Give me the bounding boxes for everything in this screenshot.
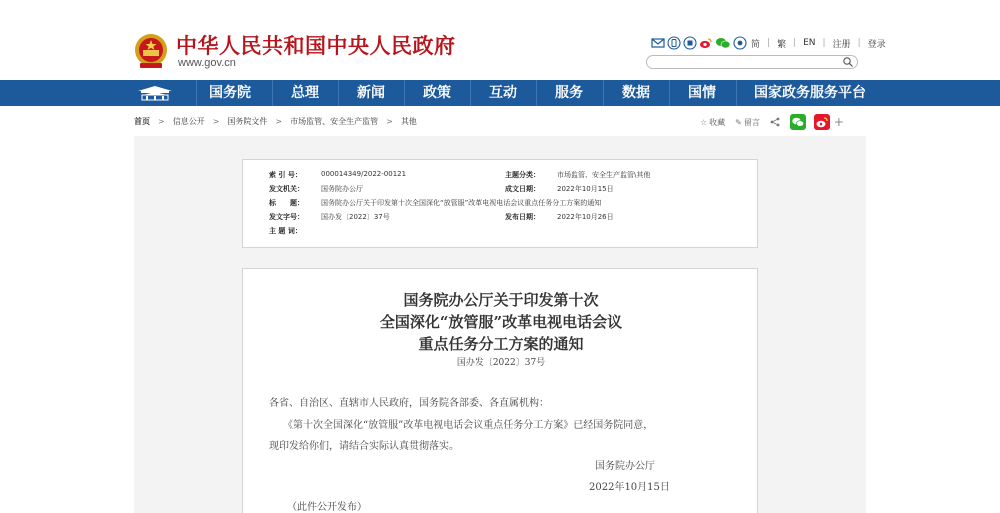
star-icon: ☆ (700, 117, 708, 127)
salutation: 各省、自治区、直辖市人民政府，国务院各部委、各直属机构： (269, 398, 549, 409)
document-metadata (242, 159, 758, 248)
main-nav (0, 80, 1000, 106)
favorite-button[interactable] (700, 117, 725, 128)
signer: 国务院办公厅 (595, 461, 655, 472)
national-emblem-icon[interactable] (134, 33, 168, 69)
issuer-label: 发文机关： (269, 185, 304, 193)
published-date-value: 2022年10月26日 (557, 213, 614, 221)
app-icon[interactable] (683, 36, 697, 50)
category-value: 市场监管、安全生产监管\其他 (557, 171, 651, 179)
comment-label: 留言 (743, 117, 760, 127)
keywords-label: 主 题 词： (269, 227, 302, 235)
breadcrumb-home[interactable]: 首页 (134, 116, 150, 126)
wechat-icon[interactable] (715, 36, 731, 50)
chevron-right-icon: > (275, 116, 283, 126)
nav-item-data[interactable]: 数据 (622, 85, 650, 101)
top-links (651, 35, 888, 51)
doc-number: 国办发〔2022〕37号 (456, 358, 546, 368)
separator: | (857, 38, 861, 48)
issuer-value: 国务院办公厅 (321, 185, 363, 193)
home-tiananmen-icon[interactable] (134, 84, 176, 102)
index-value: 000014349/2022-00121 (321, 170, 407, 178)
search-box (646, 55, 858, 69)
lang-simplified-link[interactable]: 简 (751, 39, 761, 50)
separator: | (793, 38, 797, 48)
site-title[interactable]: 中华人民共和国中央人民政府 (176, 33, 456, 58)
pencil-icon: ✎ (735, 117, 742, 127)
breadcrumb-market-regulation[interactable]: 市场监管、安全生产监管 (290, 116, 379, 126)
breadcrumb (134, 114, 417, 128)
doc-title-line: 全国深化“放管服”改革电视电话会议 (379, 313, 623, 331)
document-body (242, 268, 758, 513)
meta-row (243, 212, 759, 225)
chevron-right-icon: > (386, 116, 393, 126)
lang-english-link[interactable]: EN (803, 38, 816, 48)
mail-icon[interactable] (651, 36, 665, 50)
search-icon[interactable] (842, 56, 854, 68)
doc-number-value: 国办发〔2022〕37号 (321, 213, 390, 221)
share-button[interactable] (770, 117, 780, 127)
favorite-label: 收藏 (709, 117, 726, 127)
nav-item-interaction[interactable]: 互动 (489, 85, 517, 101)
site-header (0, 0, 1000, 80)
share-icon (770, 117, 780, 127)
doc-title-line: 重点任务分工方案的通知 (418, 335, 584, 353)
separator: | (822, 38, 826, 48)
issue-date: 2022年10月15日 (589, 482, 670, 493)
meta-row (243, 184, 759, 197)
nav-item-policy[interactable]: 政策 (423, 85, 451, 101)
created-date-value: 2022年10月15日 (557, 185, 614, 193)
comment-button[interactable] (735, 117, 760, 128)
register-link[interactable]: 注册 (832, 39, 851, 50)
chevron-right-icon: > (158, 116, 165, 126)
doc-number-label: 发文字号： (269, 213, 304, 221)
separator: | (767, 38, 771, 48)
nav-item-gov-service-platform[interactable]: 国家政务服务平台 (754, 85, 866, 101)
wechat-share-icon[interactable] (790, 114, 806, 130)
weibo-share-icon[interactable] (814, 114, 830, 130)
title-value: 国务院办公厅关于印发第十次全国深化“放管服”改革电视电话会议重点任务分工方案的通知 (321, 199, 602, 207)
site-url[interactable]: www.gov.cn (178, 57, 236, 69)
doc-title-line: 国务院办公厅关于印发第十次 (403, 291, 599, 309)
login-link[interactable]: 登录 (867, 39, 886, 50)
meta-row (243, 226, 759, 239)
created-date-label: 成文日期： (505, 185, 540, 193)
lang-traditional-link[interactable]: 繁 (777, 39, 787, 50)
breadcrumb-state-council-docs[interactable]: 国务院文件 (227, 116, 268, 126)
nav-item-premier[interactable]: 总理 (291, 85, 319, 101)
article-tools (700, 113, 844, 131)
nav-divider (736, 80, 737, 106)
breadcrumb-other[interactable]: 其他 (400, 116, 417, 126)
body-paragraph: 《第十次全国深化“放管服”改革电视电话会议重点任务分工方案》已经国务院同意， (283, 420, 654, 431)
meta-row (243, 170, 759, 183)
chevron-right-icon: > (212, 116, 220, 126)
search-input[interactable] (655, 56, 835, 68)
nav-item-state-council[interactable]: 国务院 (209, 85, 251, 101)
title-label: 标 题： (269, 199, 304, 207)
more-share-icon[interactable]: + (833, 115, 844, 129)
index-label: 索 引 号： (269, 171, 302, 179)
meta-row (243, 198, 759, 211)
body-paragraph: 现印发给你们，请结合实际认真贯彻落实。 (269, 441, 459, 452)
public-release-note: （此件公开发布） (287, 502, 367, 513)
breadcrumb-info-disclosure[interactable]: 信息公开 (172, 116, 205, 126)
mobile-icon[interactable] (667, 36, 681, 50)
weibo-icon[interactable] (699, 36, 713, 50)
nav-item-national-info[interactable]: 国情 (688, 85, 716, 101)
simplified-chinese-icon[interactable] (733, 36, 747, 50)
category-label: 主题分类： (505, 171, 540, 179)
published-date-label: 发布日期： (505, 213, 540, 221)
nav-item-news[interactable]: 新闻 (357, 85, 385, 101)
nav-item-services[interactable]: 服务 (555, 85, 583, 101)
